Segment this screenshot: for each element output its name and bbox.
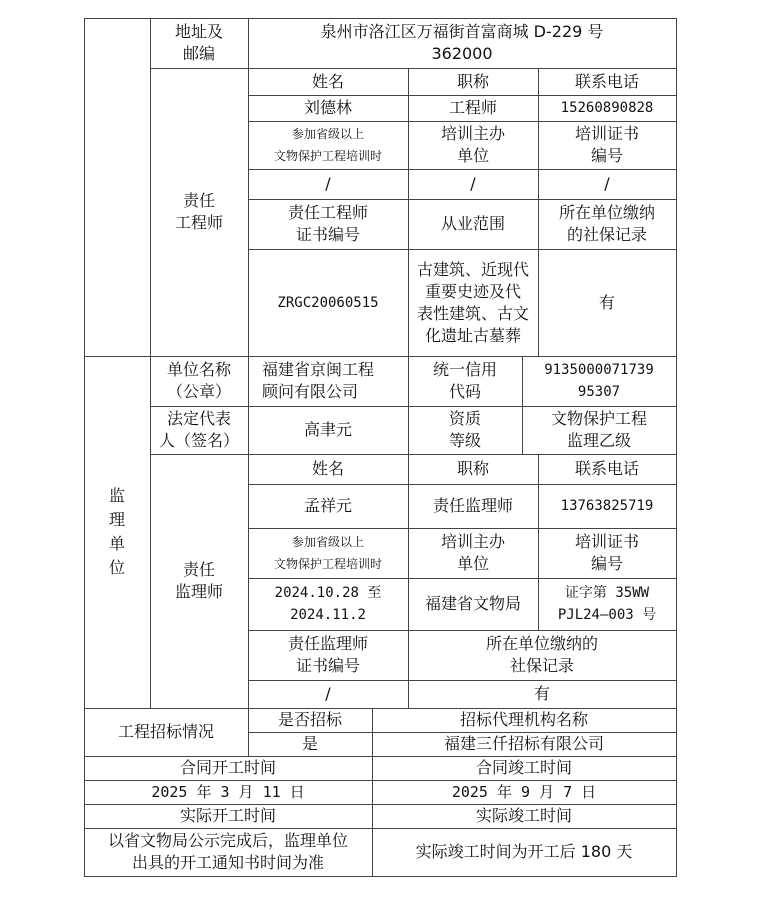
supervisor-cert-no: / (325, 684, 331, 703)
supervisor-phone-header: 联系电话 (574, 459, 639, 478)
grid-line (248, 18, 249, 756)
grid-line (538, 68, 539, 356)
grid-line (248, 528, 677, 529)
is-bid-value: 是 (301, 734, 318, 753)
contract-end-label: 合同竣工时间 (475, 758, 572, 777)
grid-line (84, 708, 677, 709)
unit-name: 福建省京闽工程 顾问有限公司 (262, 360, 375, 401)
supervisor-organizer-header: 培训主办 单位 (440, 532, 505, 573)
supervisor-group-label: 责任 监理师 (174, 560, 223, 601)
qualification: 文物保护工程 监理乙级 (550, 409, 647, 450)
engineer-certificate-value: / (604, 174, 610, 193)
engineer-name: 刘德林 (303, 98, 352, 117)
engineer-training-value: / (325, 174, 331, 193)
qualification-label: 资质 等级 (448, 409, 481, 450)
actual-end: 实际竣工时间为开工后 180 天 (415, 842, 633, 861)
grid-line (676, 18, 677, 877)
supervision-group-label: 监 理 单 位 (108, 486, 125, 577)
supervisor-certificate: 证字第 35WW PJL24—003 号 (557, 585, 657, 623)
grid-line (248, 680, 677, 681)
engineer-scope-header: 从业范围 (440, 214, 505, 233)
grid-line (84, 804, 677, 805)
is-bid-label: 是否招标 (277, 710, 342, 729)
supervisor-social-header: 所在单位缴纳的 社保记录 (485, 634, 598, 675)
grid-line (84, 756, 677, 757)
actual-end-label: 实际竣工时间 (475, 806, 572, 825)
unit-name-label: 单位名称 （公章） (166, 360, 231, 401)
engineer-title-header: 职称 (456, 71, 489, 91)
supervisor-certificate-header: 培训证书 编号 (574, 532, 639, 573)
grid-line (150, 454, 677, 455)
address-value: 泉州市洛江区万福街首富商城 D-229 号 362000 (320, 22, 604, 63)
engineer-phone: 15260890828 (560, 100, 654, 116)
supervisor-social: 有 (533, 684, 550, 703)
grid-line (248, 732, 677, 733)
engineer-name-header: 姓名 (311, 71, 344, 91)
supervisor-training-period: 2024.10.28 至 2024.11.2 (274, 585, 382, 623)
engineer-scope: 古建筑、近现代 重要史迹及代 表性建筑、古文 化遗址古墓葬 (416, 259, 529, 345)
grid-line (408, 68, 409, 708)
grid-line (248, 169, 677, 170)
supervisor-organizer: 福建省文物局 (424, 594, 521, 613)
grid-line (84, 780, 677, 781)
engineer-social-header: 所在单位缴纳 的社保记录 (558, 203, 655, 244)
grid-line (248, 121, 677, 122)
bidding-label: 工程招标情况 (117, 722, 214, 741)
supervisor-cert-no-header: 责任监理师 证书编号 (287, 634, 368, 675)
grid-line (150, 406, 677, 407)
grid-line (84, 18, 85, 877)
grid-line (150, 68, 677, 69)
engineer-social: 有 (598, 292, 615, 312)
engineer-group-label: 责任 工程师 (174, 191, 223, 232)
grid-line (522, 356, 523, 454)
grid-line (84, 828, 677, 829)
grid-line (372, 708, 373, 876)
supervisor-title-header: 职称 (456, 459, 489, 478)
supervisor-training-header: 参加省级以上 文物保护工程培训时 (273, 535, 382, 571)
agency-label: 招标代理机构名称 (459, 710, 588, 729)
grid-line (538, 454, 539, 630)
legal-rep-label: 法定代表 人（签名） (158, 409, 239, 450)
actual-start: 以省文物局公示完成后，监理单位 出具的开工通知书时间为准 (107, 831, 348, 872)
engineer-phone-header: 联系电话 (574, 71, 639, 91)
supervisor-name-header: 姓名 (311, 459, 344, 478)
grid-line (84, 876, 677, 877)
credit-code: 9135000071739 95307 (544, 362, 654, 400)
engineer-certificate-header: 培训证书 编号 (574, 124, 639, 165)
contract-end: 2025 年 9 月 7 日 (451, 783, 597, 801)
engineer-training-header: 参加省级以上 文物保护工程培训时 (273, 127, 382, 163)
grid-line (248, 249, 677, 250)
legal-rep: 高聿元 (303, 420, 352, 439)
engineer-cert-no: ZRGC20060515 (277, 294, 379, 311)
credit-code-label: 统一信用 代码 (432, 360, 497, 401)
supervisor-title: 责任监理师 (432, 496, 513, 515)
supervisor-phone: 13763825719 (560, 498, 654, 514)
engineer-cert-no-header: 责任工程师 证书编号 (287, 203, 368, 244)
grid-line (84, 356, 677, 357)
supervisor-name: 孟祥元 (303, 496, 352, 515)
agency-value: 福建三仟招标有限公司 (443, 734, 604, 753)
grid-line (248, 95, 677, 96)
grid-line (150, 18, 151, 708)
address-label: 地址及 邮编 (174, 22, 223, 63)
grid-line (248, 484, 677, 485)
actual-start-label: 实际开工时间 (179, 806, 276, 825)
contract-start: 2025 年 3 月 11 日 (151, 783, 305, 801)
grid-line (248, 578, 677, 579)
engineer-organizer-header: 培训主办 单位 (440, 124, 505, 165)
grid-line (248, 630, 677, 631)
engineer-organizer-value: / (470, 174, 476, 193)
grid-line (248, 199, 677, 200)
contract-start-label: 合同开工时间 (179, 758, 276, 777)
engineer-title: 工程师 (448, 98, 497, 117)
grid-line (84, 18, 677, 19)
